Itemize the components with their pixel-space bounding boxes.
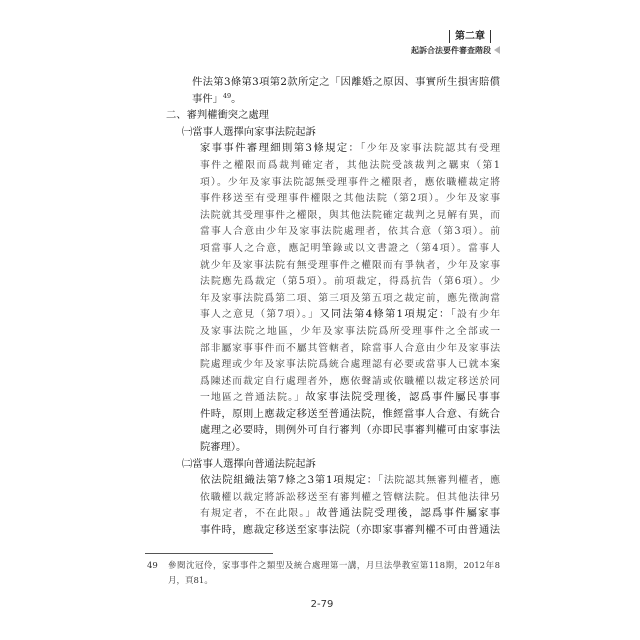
footnote-ref: 49 bbox=[222, 91, 232, 100]
body-text-run: 院審理）。 bbox=[200, 441, 247, 454]
body-text-run: 處理之必要時，則例外可自行審判（亦即民事審判權可由家事法 bbox=[200, 424, 500, 437]
statute-quote: 事件之權限而爲裁判確定者，其他法院受該裁判之羈束（第1 bbox=[200, 159, 500, 171]
page-number: 2-79 bbox=[310, 599, 334, 610]
statute-quote: 當事人合意由少年及家事法院處理者，依其合意（第3項）。前 bbox=[200, 226, 500, 238]
text-line bbox=[200, 273, 500, 290]
subsection-heading-text: ㈠當事人選擇向家事法院起訴 bbox=[182, 125, 316, 138]
statute-quote: 設有少年 bbox=[457, 309, 500, 321]
chapter-label: 第二章 bbox=[449, 30, 491, 43]
statute-quote: 項）。少年及家事法院認無受理事件之權限者，應依職權裁定將 bbox=[200, 176, 500, 188]
text-line bbox=[200, 373, 500, 390]
text-line bbox=[200, 489, 500, 506]
statute-quote: 事人之意見（第7項）。」 bbox=[200, 309, 320, 321]
subsection-heading-text: ㈡當事人選擇向普通法院起訴 bbox=[182, 457, 316, 470]
text-line bbox=[200, 323, 500, 340]
text-line bbox=[200, 290, 500, 307]
body-text-run: 件時，原則上應裁定移送至普通法院，惟經當事人合意、有統合 bbox=[200, 407, 500, 420]
text-line bbox=[200, 207, 500, 224]
statute-quote: 事件移送至有受理事件權限之其他法院（第2項）。少年及家事 bbox=[200, 193, 500, 205]
footnote-number: 49 bbox=[147, 561, 158, 571]
statute-quote: 年及家事法院爲第二項、第三項及第五項之裁定前，應先徵詢當 bbox=[200, 292, 500, 304]
footnote bbox=[0, 559, 640, 589]
body-text-run: 。 bbox=[231, 92, 242, 105]
subsection-heading bbox=[182, 124, 500, 141]
statute-quote: 法院應先爲裁定（第5項）。前項裁定，得爲抗告（第6項）。少 bbox=[200, 276, 500, 288]
body-text-run: 故家事法院受理後，認爲事件屬民事事 bbox=[305, 391, 500, 404]
text-line bbox=[200, 257, 500, 274]
statute-quote: 法院就其受理事件之權限，與其他法院確定裁判之見解有異，而 bbox=[200, 209, 500, 221]
statute-quote: 就少年及家事法院有無受理事件之權限而有爭執者，少年及家事 bbox=[200, 259, 500, 271]
statute-quote: 有規定者，不在此限。」 bbox=[200, 508, 317, 520]
text-line bbox=[200, 472, 500, 489]
footnote-text: 月，頁81。 bbox=[168, 576, 213, 586]
body-text-run: 故普通法院受理後，認爲事件屬家事 bbox=[316, 507, 500, 520]
statute-quote: 依職權以裁定將訴訟移送至有審判權之管轄法院。但其他法律另 bbox=[200, 491, 500, 503]
text-line bbox=[200, 240, 500, 257]
text-line bbox=[200, 340, 500, 357]
text-line bbox=[200, 422, 500, 439]
statute-quote: 法院認其無審判權者，應 bbox=[383, 475, 500, 487]
subsection-heading bbox=[182, 456, 500, 473]
section-heading bbox=[166, 107, 500, 124]
footnote-text: 參閱沈冠伶，家事事件之類型及統合處理第一講，月旦法學教室第118期，2012年8 bbox=[168, 561, 500, 571]
statute-quote: 少年及家事法院認其有受理 bbox=[366, 143, 500, 155]
text-line bbox=[200, 190, 500, 207]
triangle-left-icon bbox=[494, 46, 500, 54]
text-line bbox=[200, 223, 500, 240]
text-line bbox=[200, 439, 500, 456]
text-line bbox=[200, 174, 500, 191]
statute-quote: 爲陳述而裁定自行處理者外，應依聲請或依職權以裁定移送於同 bbox=[200, 375, 500, 387]
body-text-run: 又同法第4條第1項規定：「 bbox=[319, 308, 458, 321]
text-line bbox=[192, 74, 500, 91]
text-line bbox=[200, 140, 500, 157]
text-line bbox=[200, 522, 500, 539]
body-text bbox=[0, 74, 640, 539]
text-line bbox=[192, 91, 500, 108]
text-line bbox=[200, 505, 500, 522]
body-text-run: 事件」 bbox=[192, 92, 223, 105]
statute-quote: 部非屬家事事件而不屬其管轄者，除當事人合意由少年及家事法 bbox=[200, 342, 500, 354]
statute-quote: 院處理或少年及家事法院爲統合處理認有必要或當事人已就本案 bbox=[200, 359, 500, 371]
body-text-run: 事件時，應裁定移送至家事法院（亦即家事審判權不可由普通法 bbox=[200, 524, 500, 537]
statute-quote: 及家事法院之地區，少年及家事法院爲所受理事件之全部或一 bbox=[200, 325, 500, 337]
section-title: 起訴合法要件審查階段 bbox=[411, 45, 491, 55]
text-line bbox=[200, 306, 500, 323]
body-text-run: 依法院組織法第7條之3第1項規定：「 bbox=[200, 474, 384, 487]
body-text-run: 件法第3條第3項第2款所定之「因離婚之原因、事實所生損害賠償 bbox=[192, 76, 500, 88]
body-text-run: 家事事件審理細則第3條規定：「 bbox=[200, 142, 367, 155]
section-heading-text: 二、審判權衝突之處理 bbox=[166, 109, 269, 122]
text-line bbox=[200, 157, 500, 174]
statute-quote: 一地區之普通法院。」 bbox=[200, 392, 306, 404]
statute-quote: 項當事人之合意，應記明筆錄或以文書證之（第4項）。當事人 bbox=[200, 242, 500, 254]
text-line bbox=[200, 406, 500, 423]
text-line bbox=[200, 356, 500, 373]
footnote-divider bbox=[145, 553, 273, 554]
text-line bbox=[200, 389, 500, 406]
